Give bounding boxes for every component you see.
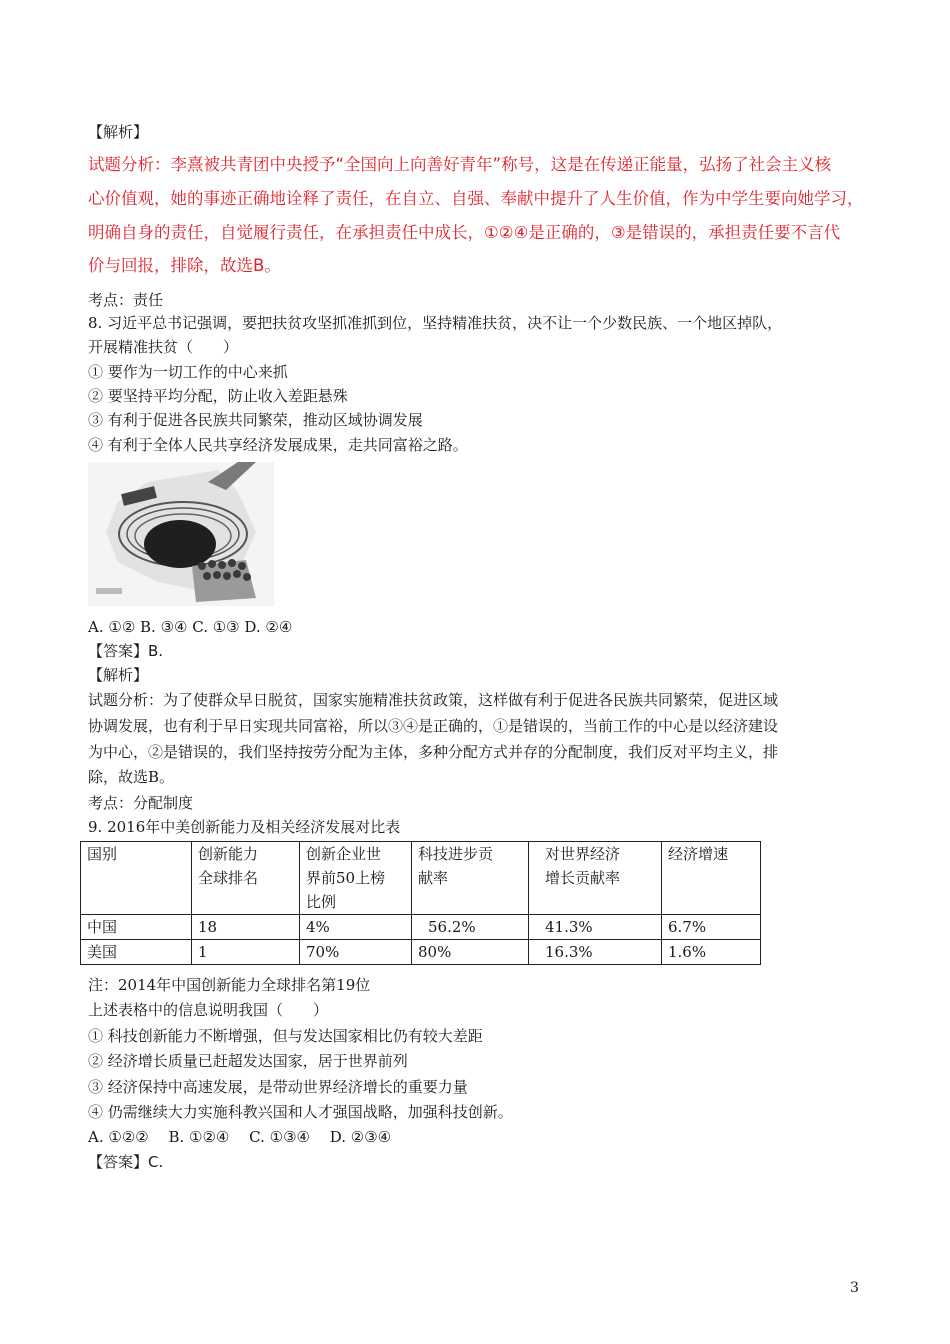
q9-item-2: ② 经济增长质量已赶超发达国家，居于世界前列 [88,1052,408,1070]
q8-item-1: ① 要作为一切工作的中心来抓 [88,363,288,381]
table-header-cell: 经济增速 [662,842,761,915]
analysis-label: 【解析】 [88,123,149,141]
table-header-cell: 国别 [81,842,192,915]
table-cell: 18 [192,915,300,940]
q9-answer: 【答案】C. [88,1153,164,1171]
q8-analysis-line-3: 为中心，②是错误的，我们坚持按劳分配为主体，多种分配方式并存的分配制度，我们反对平均主义，排 [88,743,779,761]
analysis-line-4: 价与回报，排除，故选B。 [88,256,281,275]
table-cell: 56.2% [412,915,529,940]
table-cell: 美国 [81,940,192,965]
kaodian-1: 考点：责任 [88,291,164,309]
table-header-cell: 对世界经济 增长贡献率 [529,842,662,915]
q8-stem-line-2: 开展精准扶贫（ ） [88,338,239,356]
analysis-line-3: 明确自身的责任，自觉履行责任，在承担责任中成长，①②④是正确的，③是错误的，承担责任要不言代 [88,223,841,242]
table-header-row [81,842,761,915]
q8-answer: 【答案】B. [88,642,164,660]
cartoon-image [88,462,274,606]
q8-stem-line-1: 8. 习近平总书记强调，要把扶贫攻坚抓准抓到位，坚持精准扶贫，决不让一个少数民族、一个地区掉队， [88,314,783,332]
table-row [81,940,761,965]
table-row [81,915,761,940]
q9-note: 注：2014年中国创新能力全球排名第19位 [88,976,371,994]
q8-item-3: ③ 有利于促进各民族共同繁荣，推动区域协调发展 [88,411,423,429]
table-cell: 16.3% [529,940,662,965]
q9-item-4: ④ 仍需继续大力实施科教兴国和人才强国战略，加强科技创新。 [88,1103,513,1121]
q8-item-2: ② 要坚持平均分配，防止收入差距悬殊 [88,387,348,405]
q8-analysis-line-4: 除，故选B。 [88,768,175,786]
q9-item-3: ③ 经济保持中高速发展，是带动世界经济增长的重要力量 [88,1078,468,1096]
q9-choices: A. ①②② B. ①②④ C. ①③④ D. ②③④ [88,1128,392,1146]
table-header-cell: 创新能力 全球排名 [192,842,300,915]
comparison-table [80,841,761,965]
q8-item-4: ④ 有利于全体人民共享经济发展成果，走共同富裕之路。 [88,436,468,454]
analysis-line-2: 心价值观，她的事迹正确地诠释了责任，在自立、自强、奉献中提升了人生价值，作为中学生要向她学习， [88,189,864,208]
q8-analysis-line-2: 协调发展，也有利于早日实现共同富裕，所以③④是正确的，①是错误的，当前工作的中心是以经济建设 [88,717,779,735]
table-cell: 1 [192,940,300,965]
table-cell: 80% [412,940,529,965]
q9-stem: 上述表格中的信息说明我国（ ） [88,1001,329,1019]
table-cell: 中国 [81,915,192,940]
kaodian-2: 考点：分配制度 [88,794,194,812]
table-header-cell: 创新企业世 界前50上榜 比例 [300,842,412,915]
table-cell: 41.3% [529,915,662,940]
analysis-line-1: 试题分析：李熹被共青团中央授予“全国向上向善好青年”称号，这是在传递正能量，弘扬了社会主义核 [88,155,832,174]
page-number: 3 [850,1280,859,1296]
table-cell: 70% [300,940,412,965]
table-header-cell: 科技进步贡 献率 [412,842,529,915]
table-cell: 1.6% [662,940,761,965]
q8-choices: A. ①② B. ③④ C. ①③ D. ②④ [88,618,293,636]
q8-analysis-label: 【解析】 [88,666,149,684]
table-cell: 6.7% [662,915,761,940]
table-cell: 4% [300,915,412,940]
q8-analysis-line-1: 试题分析：为了使群众早日脱贫，国家实施精准扶贫政策，这样做有利于促进各民族共同繁荣，促进区域 [88,691,779,709]
q9-item-1: ① 科技创新能力不断增强，但与发达国家相比仍有较大差距 [88,1027,483,1045]
q9-title: 9. 2016年中美创新能力及相关经济发展对比表 [88,818,401,836]
